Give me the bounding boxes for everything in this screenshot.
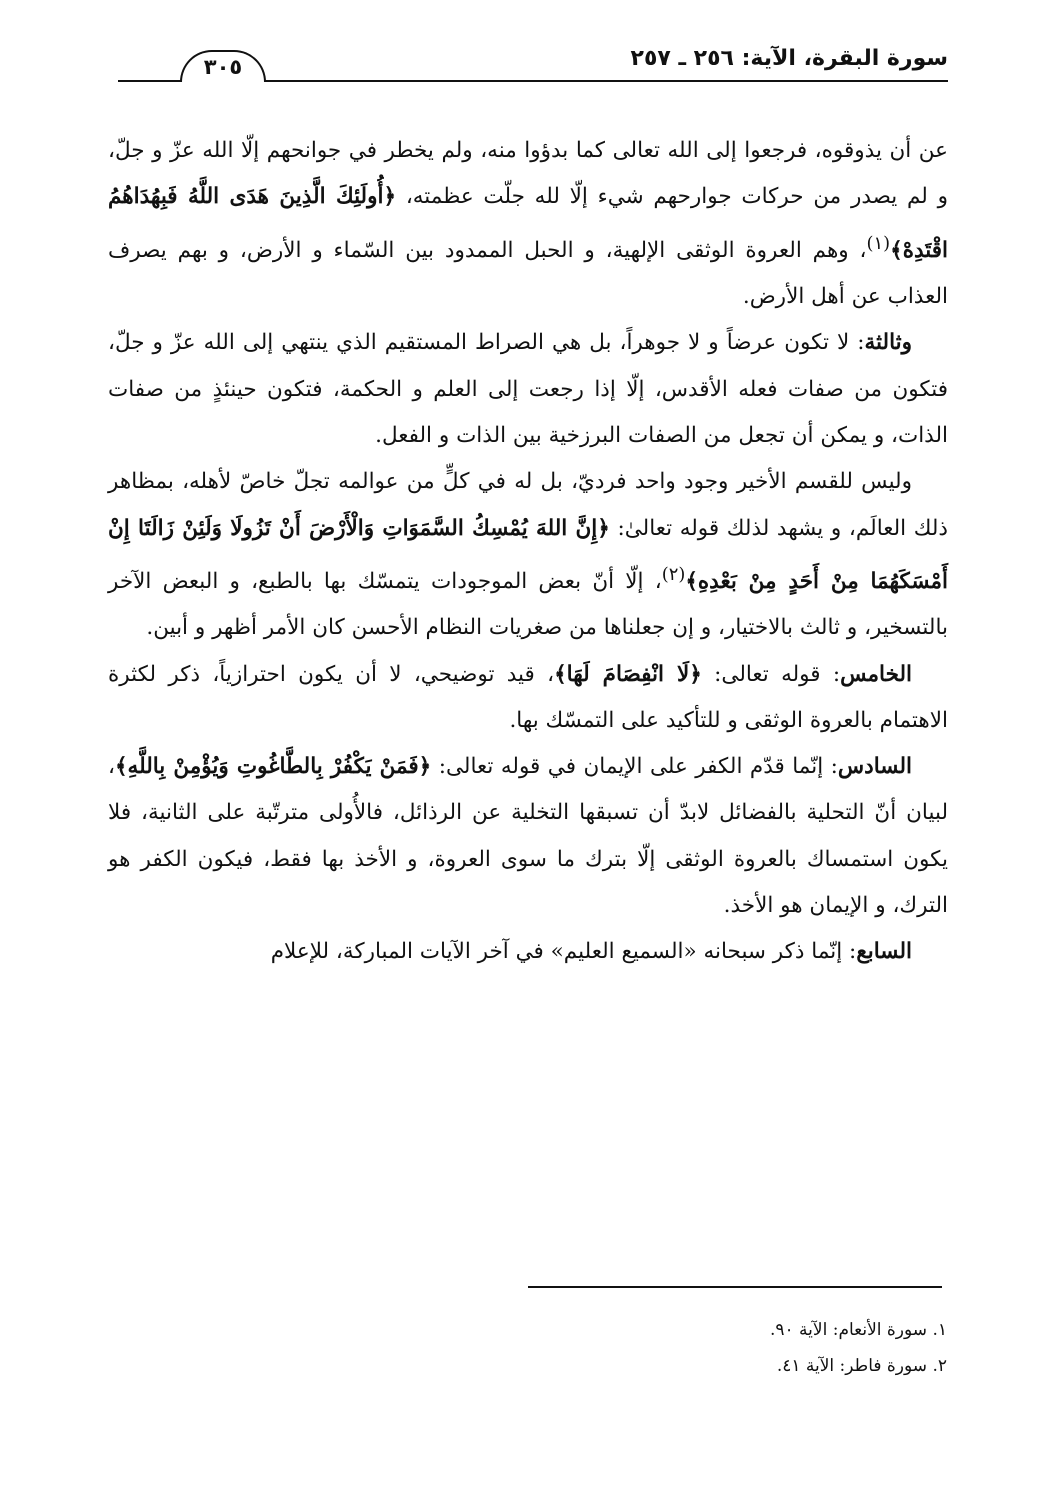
section-label: وثالثة bbox=[864, 330, 912, 356]
quran-quote: ﴿إِنَّ اللهَ يُمْسِكُ السَّمَوَاتِ وَالْأَرْضَ أَنْ تَزُولَا وَلَئِنْ زَالَتَا إِنْ أَمْسَكَهُمَا مِنْ أَحَدٍ مِنْ بَعْدِهِ﴾ bbox=[108, 515, 948, 594]
text-segment: ، قيد توضيحي، لا أن يكون احترازياً، ذكر لكثرة الاهتمام بالعروة الوثقى و للتأكيد على التمسّك بها. bbox=[108, 661, 948, 733]
footnotes bbox=[447, 1312, 947, 1384]
footnote-1: ١. سورة الأنعام: الآية ٩٠. bbox=[769, 1320, 947, 1340]
footnote-ref-2[interactable]: (٢) bbox=[661, 563, 686, 585]
text-segment: عن أن يذوقوه، فرجعوا إلى الله تعالى كما بدؤوا منه، ولم يخطر في جوانحهم إلّا الله عزّ و جلّ، و لم يصدر من حركات جوارحهم شيء إلّا لله جلّت عظمته، bbox=[108, 138, 948, 210]
page-header bbox=[118, 42, 948, 86]
quran-quote: ﴿أُولَئِكَ الَّذِينَ هَدَى اللَّهُ فَبِهُدَاهُمُ اقْتَدِهْ﴾ bbox=[108, 184, 948, 263]
quran-quote: ﴿لَا انْفِصَامَ لَهَا﴾ bbox=[554, 661, 702, 687]
text-segment: ، لبيان أنّ التحلية بالفضائل لابدّ أن تسبقها التخلية عن الرذائل، فالأُولى مترتّبة على الثانية، فلا يكون استمساك بالعروة الوثقى إلّا بترك ما سوى العروة، و الأخذ بها فقط، فيكون الكفر هو الترك، و الإيمان هو الأخذ. bbox=[108, 754, 948, 919]
paragraph-4 bbox=[108, 652, 948, 745]
main-text bbox=[108, 128, 948, 976]
text-segment: : إنّما ذكر سبحانه «السميع العليم» في آخر الآيات المباركة، للإعلام bbox=[270, 939, 857, 965]
running-title: سورة البقرة، الآية: ٢٥٦ ـ ٢٥٧ bbox=[630, 46, 948, 71]
section-label: السابع bbox=[856, 939, 912, 965]
footnote-separator bbox=[528, 1286, 942, 1288]
footnote-2: ٢. سورة فاطر: الآية ٤١. bbox=[776, 1356, 947, 1376]
quran-quote: ﴿فَمَنْ يَكْفُرْ بِالطَّاغُوتِ وَيُؤْمِنْ بِاللَّهِ﴾ bbox=[114, 754, 432, 780]
paragraph-2 bbox=[108, 320, 948, 459]
paragraph-1 bbox=[108, 128, 948, 320]
text-segment: ، وهم العروة الوثقى الإلهية، و الحبل الممدود بين السّماء و الأرض، و بهم يصرف العذاب عن أهل الأرض. bbox=[108, 237, 948, 310]
text-segment: : لا تكون عرضاً و لا جوهراً، بل هي الصراط المستقيم الذي ينتهي إلى الله عزّ و جلّ، فتكون من صفات فعله الأقدس، إلّا إذا رجعت إلى العلم و الحكمة، فتكون حينئذٍ من صفات الذات، و يمكن أن تجعل من الصفات البرزخية بين الذات و الفعل. bbox=[108, 330, 948, 448]
section-label: الخامس bbox=[840, 661, 913, 687]
paragraph-3 bbox=[108, 459, 948, 651]
section-label: السادس bbox=[837, 754, 912, 780]
paragraph-6 bbox=[108, 929, 948, 975]
text-segment: : إنّما قدّم الكفر على الإيمان في قوله تعالى: bbox=[438, 754, 838, 780]
text-segment: : قوله تعالى: bbox=[714, 661, 841, 687]
text-segment: ، إلّا أنّ بعض الموجودات يتمسّك بها بالطبع، و البعض الآخر بالتسخير، و ثالث بالاختيار، و إن جعلناها من صغريات النظام الأحسن كان الأمر أظهر و أبين. bbox=[108, 568, 948, 641]
paragraph-5 bbox=[108, 744, 948, 929]
footnote-ref-1[interactable]: (١) bbox=[866, 232, 891, 254]
text-segment: وليس للقسم الأخير وجود واحد فرديّ، بل له في كلٍّ من عوالمه تجلّ خاصّ لأهله، بمظاهر ذلك العالَم، و يشهد لذلك قوله تعالىٰ: bbox=[108, 469, 949, 541]
page-number: ٣٠٥ bbox=[180, 50, 266, 82]
